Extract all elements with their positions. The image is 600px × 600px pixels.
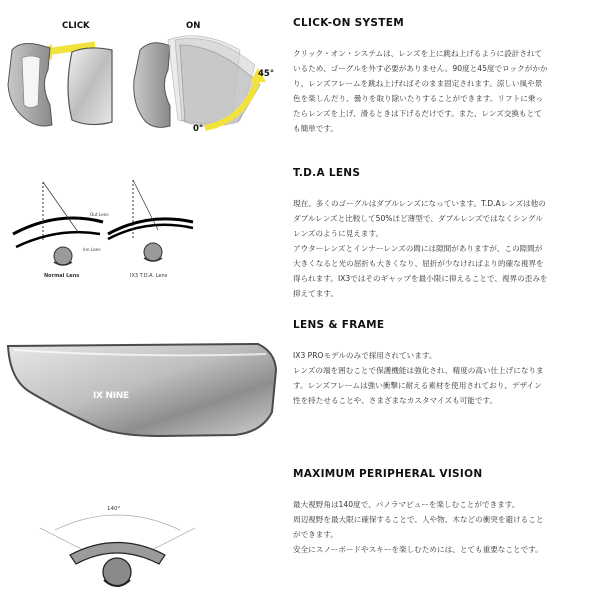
section-title: T.D.A LENS — [293, 167, 361, 179]
peripheral-vision-diagram — [35, 500, 205, 595]
lens-frame-section — [293, 319, 593, 408]
normal-inner-lens — [16, 232, 100, 247]
click-on-illustration — [0, 10, 285, 135]
detached-lens — [68, 48, 112, 125]
section-body: IX3 PROモデルのみで採用されています。 レンズの端を囲むことで保護機能は強化され、精度の高い仕上げになりま す。レンズフレームは強い衝撃に耐える素材を使用されており、デザイン 性を持たせることや、さまざまなカスタマイズも可能です。 — [293, 351, 544, 405]
inn-lens-label: Inn Lens — [83, 247, 101, 252]
angle-140-label: 140° — [107, 506, 121, 512]
tda-viewer-head — [144, 243, 162, 261]
section-title: MAXIMUM PERIPHERAL VISION — [293, 468, 483, 480]
tda-lens-label: IX3 T.D.A. Lens — [130, 273, 168, 279]
lens-frame-illustration — [0, 340, 290, 440]
angle-0-label: 0° — [193, 124, 204, 134]
section-body: 現在、多くのゴーグルはダブルレンズになっています。T.D.Aレンズは他の ダブルレンズと比較して50%ほど薄型で、ダブルレンズではなくシングル レンズのように見えます。 アウターレンズとインナーレンズの間には隙間がありますが、この隙間が 大きくなると光の屈折も大きくなり、屈折が少なければより的確な視界を 得られます。IX3ではそのギャップを最小限に抑えることで、視界の歪みを 抑えてます。 — [293, 199, 548, 298]
angle-45-label: 45° — [258, 69, 275, 79]
normal-lens-label: Normal Lens — [44, 273, 80, 279]
view-angle-arc — [55, 515, 180, 530]
on-label: ON — [186, 21, 201, 31]
lens-with-frame — [8, 344, 276, 436]
peripheral-vision-section — [293, 468, 593, 557]
section-title: CLICK-ON SYSTEM — [293, 17, 404, 29]
brand-logo: IX NINE — [93, 391, 129, 401]
section-title: LENS & FRAME — [293, 319, 385, 331]
section-body: 最大視野角は140度で、パノラマビューを楽しむことができます。 周辺視野を最大限に確保することで、人や物、木などの衝突を避けること ができます。 安全にスノーボードやスキーを楽しむためには、とても重要なことです。 — [293, 500, 544, 554]
tda-lens-section — [293, 167, 593, 301]
normal-viewer-head — [54, 247, 72, 265]
section-body: クリック・オン・システムは、レンズを上に跳ね上げるように設計されて いるため、ゴーグルを外す必要がありません。90度と45度でロックがかか り、レンズフレームを跳ね上げればそのまま固定されます。涼しい風や景 色を楽しんだり、曇りを取り除いたりすることができます。リフトに乗っ たらレンズを上げ、滑るときは下げるだけです。また、レンズ交換もとて も簡単です。 — [293, 49, 548, 133]
click-label: CLICK — [62, 21, 90, 31]
click-on-section — [293, 17, 593, 136]
tda-lens-diagram — [8, 172, 198, 287]
out-lens-label: Out Lens — [90, 212, 109, 217]
